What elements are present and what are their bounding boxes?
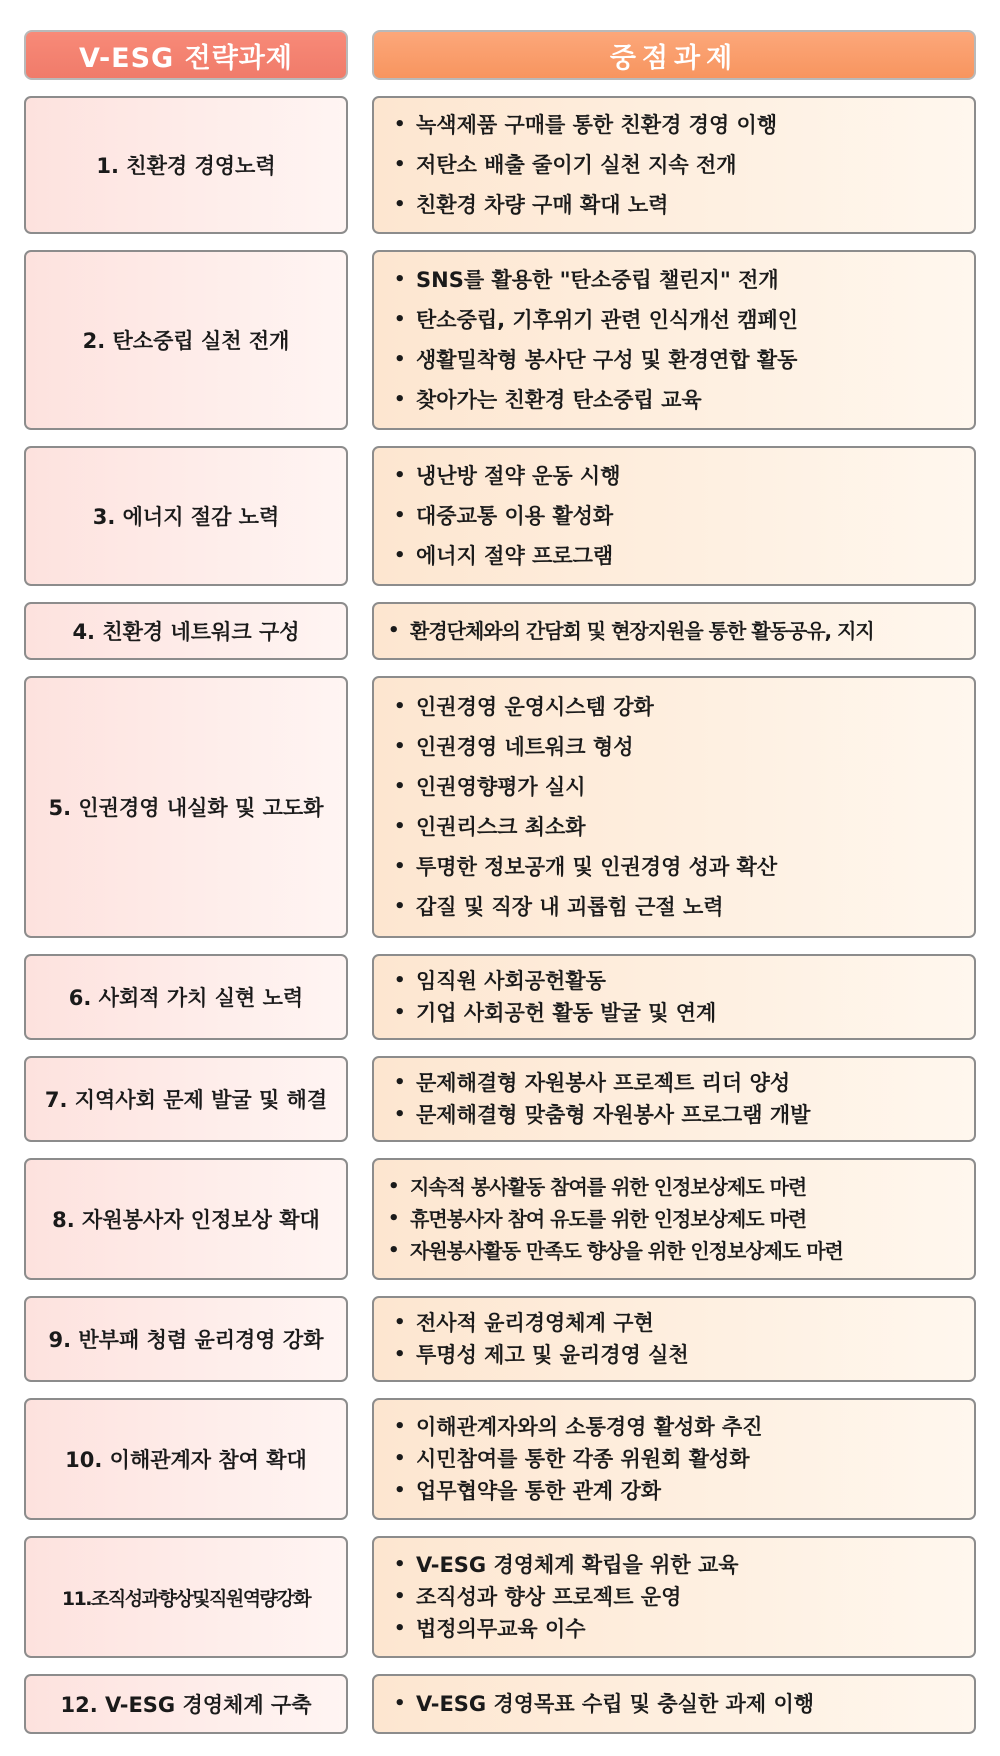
bullet-icon: • [394,970,406,991]
bullet-icon: • [394,736,406,757]
bullet-icon: • [394,816,406,837]
strategy-cell: 5. 인권경영 내실화 및 고도화 [24,676,348,938]
tasks-cell [372,446,976,586]
tasks-cell [372,1674,976,1734]
bullet-icon: • [394,194,406,215]
task-item: • 지속적 봉사활동 참여를 위한 인정보상제도 마련 [388,1171,974,1203]
table-row [0,1674,1000,1734]
task-item: • 인권영향평가 실시 [394,767,974,807]
bullet-icon: • [394,1693,406,1714]
bullet-icon: • [394,309,406,330]
task-item: • 기업 사회공헌 활동 발굴 및 연계 [394,997,974,1029]
bullet-icon: • [394,776,406,797]
strategy-cell: 10. 이해관계자 참여 확대 [24,1398,348,1520]
bullet-icon: • [394,856,406,877]
bullet-icon: • [394,349,406,370]
bullet-icon: • [388,620,399,641]
task-item: • 휴면봉사자 참여 유도를 위한 인정보상제도 마련 [388,1203,974,1235]
bullet-icon: • [394,545,406,566]
table-row [0,96,1000,234]
table-row [0,1296,1000,1382]
tasks-cell [372,676,976,938]
bullet-icon: • [394,1312,406,1333]
bullet-icon: • [388,1208,399,1229]
bullet-icon: • [394,1416,406,1437]
table-row [0,1056,1000,1142]
table-row [0,602,1000,660]
strategy-cell: 1. 친환경 경영노력 [24,96,348,234]
tasks-cell [372,1296,976,1382]
task-item: • V-ESG 경영체계 확립을 위한 교육 [394,1549,974,1581]
bullet-icon: • [388,1176,399,1197]
bullet-icon: • [394,1104,406,1125]
bullet-icon: • [394,1480,406,1501]
task-item: • 생활밀착형 봉사단 구성 및 환경연합 활동 [394,340,974,380]
table-row [0,676,1000,938]
task-item: • 대중교통 이용 활성화 [394,496,974,536]
task-item: • 저탄소 배출 줄이기 실천 지속 전개 [394,145,974,185]
task-item: • 찾아가는 친환경 탄소중립 교육 [394,380,974,420]
tasks-cell [372,954,976,1040]
tasks-cell [372,96,976,234]
bullet-icon: • [394,465,406,486]
tasks-cell [372,1056,976,1142]
strategy-cell: 11.조직성과향상및직원역량강화 [24,1536,348,1658]
strategy-column-header: V-ESG 전략과제 [24,30,348,80]
strategy-cell: 8. 자원봉사자 인정보상 확대 [24,1158,348,1280]
strategy-cell: 6. 사회적 가치 실현 노력 [24,954,348,1040]
bullet-icon: • [394,1344,406,1365]
task-item: • 인권리스크 최소화 [394,807,974,847]
bullet-icon: • [394,1586,406,1607]
strategy-cell: 9. 반부패 청렴 윤리경영 강화 [24,1296,348,1382]
key-tasks-column-header: 중점과제 [372,30,976,80]
task-item: • 투명한 정보공개 및 인권경영 성과 확산 [394,847,974,887]
strategy-cell: 12. V-ESG 경영체계 구축 [24,1674,348,1734]
table-row [0,446,1000,586]
tasks-cell [372,1158,976,1280]
task-item: • 문제해결형 자원봉사 프로젝트 리더 양성 [394,1067,974,1099]
table-row [0,1398,1000,1520]
task-item: • 투명성 제고 및 윤리경영 실천 [394,1339,974,1371]
task-item: • 인권경영 네트워크 형성 [394,727,974,767]
tasks-cell [372,602,976,660]
table-row [0,250,1000,430]
bullet-icon: • [394,1002,406,1023]
strategy-cell: 4. 친환경 네트워크 구성 [24,602,348,660]
task-item: • 조직성과 향상 프로젝트 운영 [394,1581,974,1613]
bullet-icon: • [388,1240,399,1261]
task-item: • 에너지 절약 프로그램 [394,536,974,576]
bullet-icon: • [394,505,406,526]
task-item: • 업무협약을 통한 관계 강화 [394,1475,974,1507]
strategy-cell: 2. 탄소중립 실천 전개 [24,250,348,430]
task-item: • 시민참여를 통한 각종 위원회 활성화 [394,1443,974,1475]
tasks-cell [372,1536,976,1658]
tasks-cell [372,250,976,430]
tasks-cell [372,1398,976,1520]
task-item: • 법정의무교육 이수 [394,1613,974,1645]
table-row [0,954,1000,1040]
bullet-icon: • [394,696,406,717]
task-item: • 이해관계자와의 소통경영 활성화 추진 [394,1411,974,1443]
task-item: • 인권경영 운영시스템 강화 [394,687,974,727]
bullet-icon: • [394,389,406,410]
table-row [0,1536,1000,1658]
bullet-icon: • [394,1554,406,1575]
task-item: • 갑질 및 직장 내 괴롭힘 근절 노력 [394,887,974,927]
task-item: • V-ESG 경영목표 수립 및 충실한 과제 이행 [394,1688,974,1720]
task-item: • 문제해결형 맞춤형 자원봉사 프로그램 개발 [394,1099,974,1131]
task-item: • 녹색제품 구매를 통한 친환경 경영 이행 [394,105,974,145]
task-item: • 환경단체와의 간담회 및 현장지원을 통한 활동공유, 지지 [388,611,974,651]
strategy-cell: 7. 지역사회 문제 발굴 및 해결 [24,1056,348,1142]
bullet-icon: • [394,1618,406,1639]
task-item: • 임직원 사회공헌활동 [394,965,974,997]
bullet-icon: • [394,1072,406,1093]
task-item: • 친환경 차량 구매 확대 노력 [394,185,974,225]
bullet-icon: • [394,269,406,290]
bullet-icon: • [394,1448,406,1469]
strategy-cell: 3. 에너지 절감 노력 [24,446,348,586]
table-row [0,1158,1000,1280]
task-item: • 전사적 윤리경영체계 구현 [394,1307,974,1339]
bullet-icon: • [394,896,406,917]
task-item: • 자원봉사활동 만족도 향상을 위한 인정보상제도 마련 [388,1235,974,1267]
task-item: • 냉난방 절약 운동 시행 [394,456,974,496]
bullet-icon: • [394,114,406,135]
bullet-icon: • [394,154,406,175]
task-item: • 탄소중립, 기후위기 관련 인식개선 캠페인 [394,300,974,340]
task-item: • SNS를 활용한 "탄소중립 챌린지" 전개 [394,260,974,300]
